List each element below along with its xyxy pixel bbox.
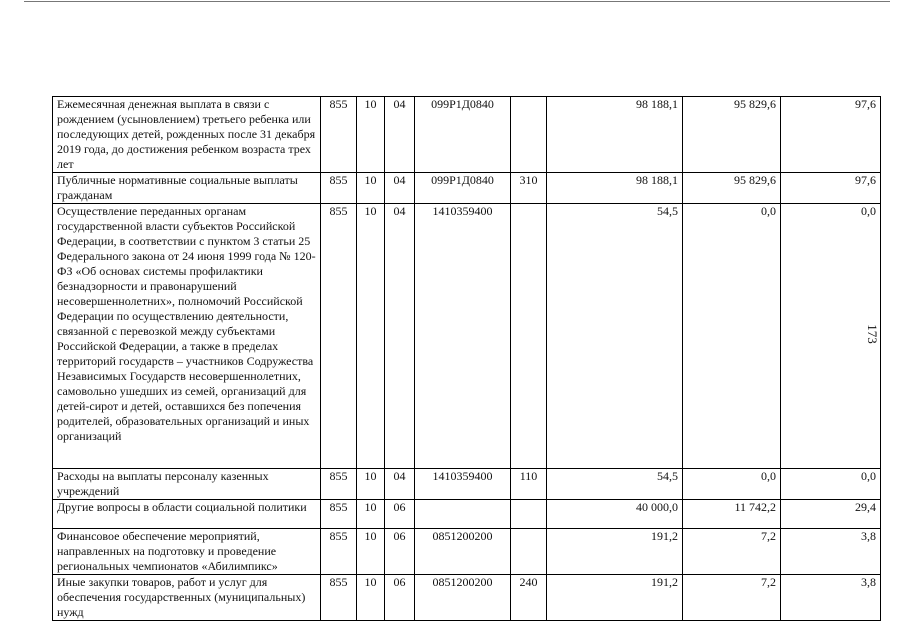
row-target-article-cell: 1410359400: [415, 204, 511, 469]
row-plan-amount-cell: 191,2: [547, 575, 683, 621]
row-percent-cell: 3,8: [781, 529, 881, 575]
row-section-code-cell: 10: [357, 97, 385, 173]
row-target-article-cell: 0851200200: [415, 575, 511, 621]
row-actual-amount-cell: 0,0: [683, 469, 781, 500]
row-expense-type-cell: [511, 529, 547, 575]
row-name-cell: Расходы на выплаты персоналу казенных учреждений: [53, 469, 321, 500]
table-row: [53, 97, 881, 173]
row-ved-code-cell: 855: [321, 204, 357, 469]
table-row: [53, 529, 881, 575]
row-name-cell: Иные закупки товаров, работ и услуг для обеспечения государственных (муниципальных) нужд: [53, 575, 321, 621]
row-subsection-code-cell: 06: [385, 529, 415, 575]
row-expense-type-cell: [511, 204, 547, 469]
row-percent-cell: 0,0: [781, 204, 881, 469]
row-ved-code-cell: 855: [321, 529, 357, 575]
row-expense-type-cell: [511, 97, 547, 173]
row-target-article-cell: 1410359400: [415, 469, 511, 500]
table-row: [53, 575, 881, 621]
row-percent-cell: 0,0: [781, 469, 881, 500]
row-ved-code-cell: 855: [321, 575, 357, 621]
row-name-cell: Публичные нормативные социальные выплаты гражданам: [53, 173, 321, 204]
row-target-article-cell: 099Р1Д0840: [415, 173, 511, 204]
table-row: [53, 204, 881, 469]
row-target-article-cell: 099Р1Д0840: [415, 97, 511, 173]
row-percent-cell: 29,4: [781, 500, 881, 529]
row-subsection-code-cell: 04: [385, 469, 415, 500]
row-section-code-cell: 10: [357, 469, 385, 500]
row-plan-amount-cell: 98 188,1: [547, 97, 683, 173]
row-section-code-cell: 10: [357, 500, 385, 529]
row-ved-code-cell: 855: [321, 97, 357, 173]
budget-expenditure-table: [52, 96, 881, 621]
row-section-code-cell: 10: [357, 529, 385, 575]
table-row: [53, 500, 881, 529]
row-expense-type-cell: 240: [511, 575, 547, 621]
row-subsection-code-cell: 04: [385, 97, 415, 173]
row-section-code-cell: 10: [357, 173, 385, 204]
table-row: [53, 469, 881, 500]
row-section-code-cell: 10: [357, 204, 385, 469]
row-actual-amount-cell: 7,2: [683, 575, 781, 621]
table-row: [53, 173, 881, 204]
row-ved-code-cell: 855: [321, 500, 357, 529]
row-expense-type-cell: 110: [511, 469, 547, 500]
row-plan-amount-cell: 191,2: [547, 529, 683, 575]
row-subsection-code-cell: 06: [385, 500, 415, 529]
row-percent-cell: 97,6: [781, 173, 881, 204]
row-name-cell: Осуществление переданных органам государственной власти субъектов Российской Федерации, в соответствии с пунктом 3 статьи 25 Федерального закона от 24 июня 1999 года № 120-ФЗ «Об основах системы профилактики безнадзорности и правонарушений несовершеннолетних», полномочий Российской Федерации по осуществлению деятельности, связанной с перевозкой между субъектами Российской Федерации, а также в пределах территорий государств – участников Содружества Независимых Государств несовершеннолетних, самовольно ушедших из семей, организаций для детей-сирот и детей, оставшихся без попечения родителей, образовательных организаций и иных организаций: [53, 204, 321, 469]
row-ved-code-cell: 855: [321, 469, 357, 500]
row-percent-cell: 3,8: [781, 575, 881, 621]
row-target-article-cell: [415, 500, 511, 529]
row-actual-amount-cell: 0,0: [683, 204, 781, 469]
row-subsection-code-cell: 04: [385, 173, 415, 204]
row-percent-cell: 97,6: [781, 97, 881, 173]
page-number: 173: [864, 324, 880, 344]
row-name-cell: Другие вопросы в области социальной политики: [53, 500, 321, 529]
row-name-cell: Ежемесячная денежная выплата в связи с рождением (усыновлением) третьего ребенка или последующих детей, рожденных после 31 декабря 2019 года, до достижения ребенком возраста трех лет: [53, 97, 321, 173]
row-subsection-code-cell: 04: [385, 204, 415, 469]
row-subsection-code-cell: 06: [385, 575, 415, 621]
scan-top-edge-line: [24, 1, 890, 2]
row-section-code-cell: 10: [357, 575, 385, 621]
row-actual-amount-cell: 11 742,2: [683, 500, 781, 529]
row-plan-amount-cell: 54,5: [547, 469, 683, 500]
row-expense-type-cell: 310: [511, 173, 547, 204]
row-actual-amount-cell: 95 829,6: [683, 173, 781, 204]
row-name-cell: Финансовое обеспечение мероприятий, направленных на подготовку и проведение региональных чемпионатов «Абилимпикс»: [53, 529, 321, 575]
row-expense-type-cell: [511, 500, 547, 529]
row-plan-amount-cell: 98 188,1: [547, 173, 683, 204]
row-plan-amount-cell: 40 000,0: [547, 500, 683, 529]
row-actual-amount-cell: 7,2: [683, 529, 781, 575]
row-target-article-cell: 0851200200: [415, 529, 511, 575]
row-ved-code-cell: 855: [321, 173, 357, 204]
row-plan-amount-cell: 54,5: [547, 204, 683, 469]
row-actual-amount-cell: 95 829,6: [683, 97, 781, 173]
